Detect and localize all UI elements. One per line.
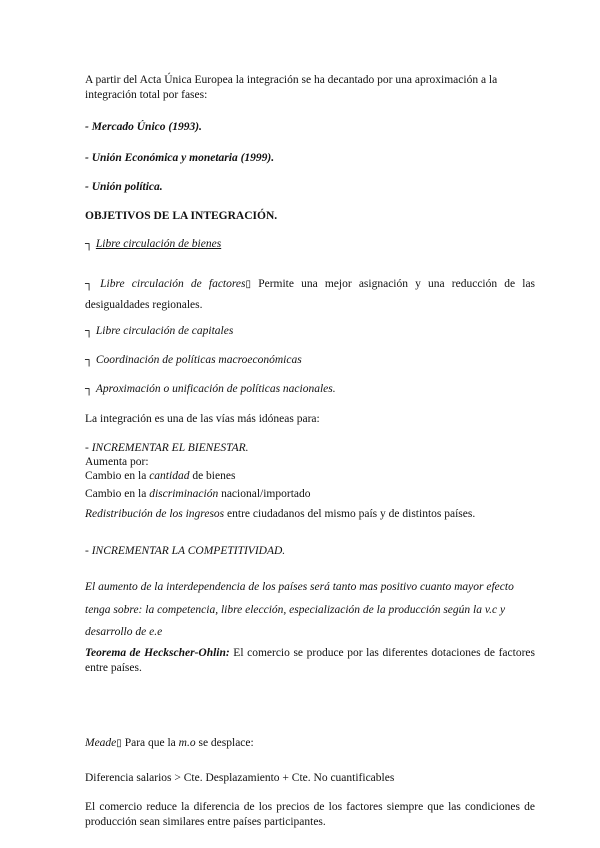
missing-glyph-icon: ▯ bbox=[245, 279, 252, 290]
text-segment: cantidad bbox=[149, 470, 190, 482]
bullet-icon: ┐ bbox=[85, 325, 94, 337]
text-segment: se desplace: bbox=[195, 737, 254, 749]
interdependencia-line: tenga sobre: la competencia, libre elección, especialización de la producción según la v.c y bbox=[85, 604, 506, 616]
phase-union-politica: - Unión política. bbox=[85, 181, 163, 193]
teorema-text: El comercio se produce por las diferentes dotaciones de factores entre países. bbox=[85, 647, 535, 674]
diferencia-salarios: Diferencia salarios > Cte. Desplazamiento + Cte. No cuantificables bbox=[85, 772, 395, 784]
vias-intro: La integración es una de las vías más idóneas para: bbox=[85, 413, 320, 425]
objective-item bbox=[85, 353, 535, 368]
bullet-icon: ┐ bbox=[85, 278, 94, 290]
intro-paragraph: A partir del Acta Única Europea la integración se ha decantado por una aproximación a la integración total por fases: bbox=[85, 74, 498, 101]
objective-label: Aproximación o unificación de políticas nacionales. bbox=[95, 383, 336, 395]
objective-item bbox=[85, 274, 535, 315]
cambio-discriminacion bbox=[85, 487, 535, 502]
text-segment: Redistribución de los ingresos bbox=[85, 508, 225, 520]
bullet-icon: ┐ bbox=[85, 383, 94, 395]
text-segment: nacional/importado bbox=[218, 488, 311, 500]
text-segment: de bienes bbox=[189, 470, 236, 482]
phase-union-economica: - Unión Económica y monetaria (1999). bbox=[85, 152, 275, 164]
text-segment: Para que la bbox=[121, 737, 179, 749]
objective-item bbox=[85, 382, 535, 397]
phase-mercado-unico: - Mercado Único (1993). bbox=[85, 121, 202, 133]
teorema-paragraph bbox=[85, 646, 535, 676]
aumenta-por: Aumenta por: bbox=[85, 456, 149, 468]
objective-item bbox=[85, 237, 535, 252]
interdependencia-line: desarrollo de e.e bbox=[85, 626, 163, 638]
competitividad-heading: - INCREMENTAR LA COMPETITIVIDAD. bbox=[85, 545, 286, 557]
text-segment: discriminación bbox=[149, 488, 219, 500]
bullet-icon: ┐ bbox=[85, 354, 94, 366]
bullet-icon: ┐ bbox=[85, 238, 94, 250]
cambio-cantidad bbox=[85, 469, 535, 484]
bienestar-heading: - INCREMENTAR EL BIENESTAR. bbox=[85, 442, 249, 454]
teorema-label: Teorema de Heckscher-Ohlin: bbox=[85, 647, 230, 659]
objectives-heading: OBJETIVOS DE LA INTEGRACIÓN. bbox=[85, 210, 278, 222]
objective-detail: Permite una mejor asignación y una reducción de las desigualdades regionales. bbox=[85, 278, 536, 311]
missing-glyph-icon: ▯ bbox=[116, 738, 122, 749]
objective-item bbox=[85, 324, 535, 339]
objective-label: Libre circulación de capitales bbox=[95, 325, 234, 337]
meade-line bbox=[85, 736, 535, 751]
text-segment: m.o bbox=[178, 737, 196, 749]
text-segment: Cambio en la bbox=[85, 488, 150, 500]
objective-label: Libre circulación de bienes bbox=[95, 238, 222, 250]
text-segment: entre ciudadanos del mismo país y de distintos países. bbox=[224, 508, 476, 520]
meade-name: Meade bbox=[85, 737, 117, 749]
comercio-paragraph: El comercio reduce la diferencia de los precios de los factores siempre que las condiciones de producción sean similares entre países participantes. bbox=[85, 801, 535, 828]
text-segment: Cambio en la bbox=[85, 470, 150, 482]
objective-label: Libre circulación de factores bbox=[100, 278, 246, 290]
objective-label: Coordinación de políticas macroeconómicas bbox=[95, 354, 302, 366]
interdependencia-line: El aumento de la interdependencia de los países será tanto mas positivo cuanto mayor efecto bbox=[85, 581, 514, 593]
redistribucion bbox=[85, 507, 535, 522]
